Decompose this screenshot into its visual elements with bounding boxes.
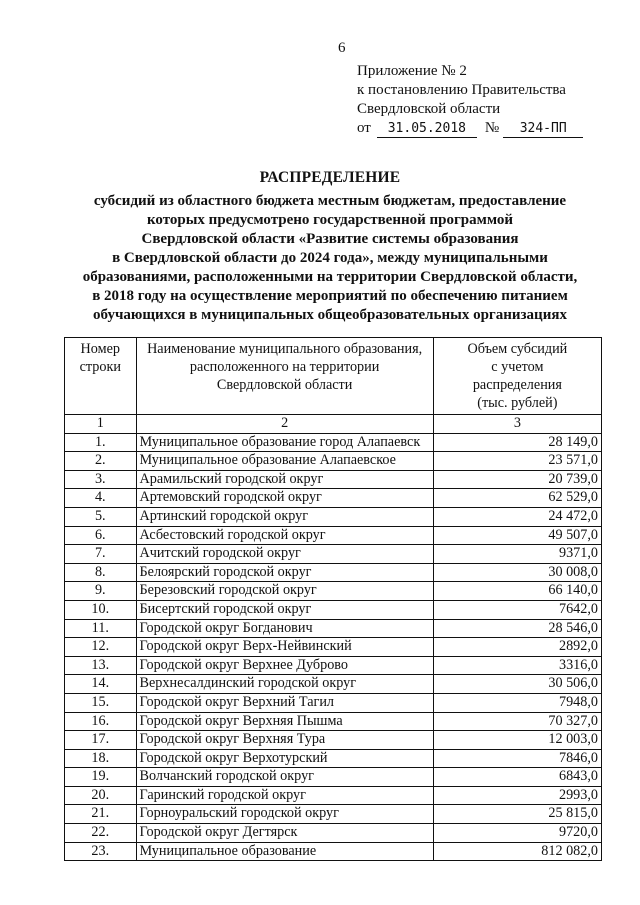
subsidy-amount-cell: 812 082,0 <box>433 842 601 861</box>
municipality-cell: Городской округ Верхний Тагил <box>136 693 433 712</box>
row-number-cell: 11. <box>65 619 137 638</box>
municipality-cell: Городской округ Верхнее Дуброво <box>136 656 433 675</box>
header-municipality <box>136 338 433 415</box>
appendix-title: Приложение № 2 <box>357 63 467 79</box>
appendix-block <box>357 62 583 138</box>
subsidy-amount-cell: 7846,0 <box>433 749 601 768</box>
row-number-cell: 23. <box>65 842 137 861</box>
row-number-cell: 2. <box>65 452 137 471</box>
municipality-cell: Белоярский городской округ <box>136 563 433 582</box>
row-number-cell: 22. <box>65 824 137 843</box>
subsidy-amount-cell: 6843,0 <box>433 768 601 787</box>
subsidy-amount-cell: 25 815,0 <box>433 805 601 824</box>
document-title: РАСПРЕДЕЛЕНИЕ <box>259 169 401 186</box>
column-index-row <box>65 415 602 434</box>
subsidy-amount-cell: 12 003,0 <box>433 731 601 750</box>
resolution-date: 31.05.2018 <box>377 121 477 138</box>
row-number-cell: 16. <box>65 712 137 731</box>
municipality-cell: Гаринский городской округ <box>136 786 433 805</box>
column-index: 1 <box>65 415 137 434</box>
header-text: распределения <box>472 377 562 393</box>
header-text: Наименование муниципального образования, <box>147 341 423 357</box>
table-row <box>65 749 602 768</box>
subsidy-amount-cell: 3316,0 <box>433 656 601 675</box>
municipality-cell: Городской округ Богданович <box>136 619 433 638</box>
header-text: с учетом <box>491 359 544 375</box>
table-row <box>65 656 602 675</box>
municipality-cell: Городской округ Верх-Нейвинский <box>136 638 433 657</box>
municipality-cell: Асбестовский городской округ <box>136 526 433 545</box>
subsidy-amount-cell: 28 546,0 <box>433 619 601 638</box>
table-row <box>65 507 602 526</box>
municipality-cell: Березовский городской округ <box>136 582 433 601</box>
subsidy-amount-cell: 20 739,0 <box>433 470 601 489</box>
subsidy-amount-cell: 9371,0 <box>433 545 601 564</box>
municipality-cell: Городской округ Верхняя Тура <box>136 731 433 750</box>
subsidy-amount-cell: 28 149,0 <box>433 433 601 452</box>
header-row-number <box>65 338 137 415</box>
header-text: Свердловской области <box>216 377 353 393</box>
row-number-cell: 17. <box>65 731 137 750</box>
table-row <box>65 693 602 712</box>
table-row <box>65 526 602 545</box>
municipality-cell: Муниципальное образование город Алапаевск <box>136 433 433 452</box>
subsidy-amount-cell: 2892,0 <box>433 638 601 657</box>
municipality-cell: Ачитский городской округ <box>136 545 433 564</box>
row-number-cell: 8. <box>65 563 137 582</box>
municipality-cell: Городской округ Верхняя Пышма <box>136 712 433 731</box>
table-row <box>65 600 602 619</box>
table-row <box>65 582 602 601</box>
heading-line: которых предусмотрено государственной программой <box>146 212 514 228</box>
row-number-cell: 12. <box>65 638 137 657</box>
subsidy-amount-cell: 66 140,0 <box>433 582 601 601</box>
table-row <box>65 712 602 731</box>
subsidy-amount-cell: 30 506,0 <box>433 675 601 694</box>
row-number-cell: 20. <box>65 786 137 805</box>
municipality-cell: Городской округ Верхотурский <box>136 749 433 768</box>
municipality-cell: Арамильский городской округ <box>136 470 433 489</box>
table-row <box>65 452 602 471</box>
subsidy-table <box>64 337 602 861</box>
column-index: 2 <box>136 415 433 434</box>
heading-line: в Свердловской области до 2024 года», между муниципальными <box>112 250 548 266</box>
table-row <box>65 824 602 843</box>
subsidy-amount-cell: 7948,0 <box>433 693 601 712</box>
table-row <box>65 731 602 750</box>
heading-line: в 2018 году на осуществление мероприятий по обеспечению питанием <box>92 288 568 304</box>
table-row <box>65 563 602 582</box>
appendix-region: Свердловской области <box>357 101 501 117</box>
table-row <box>65 842 602 861</box>
table-row <box>65 786 602 805</box>
resolution-date-number <box>357 119 583 138</box>
page-number: 6 <box>338 40 346 56</box>
table-row <box>65 768 602 787</box>
header-text: Номер <box>80 341 120 357</box>
row-number-cell: 13. <box>65 656 137 675</box>
municipality-cell: Бисертский городской округ <box>136 600 433 619</box>
subsidy-amount-cell: 9720,0 <box>433 824 601 843</box>
header-text: расположенного на территории <box>189 359 380 375</box>
appendix-resolution-ref: к постановлению Правительства <box>357 82 566 98</box>
resolution-number: 324-ПП <box>503 121 583 138</box>
table-row <box>65 805 602 824</box>
municipality-cell: Горноуральский городской округ <box>136 805 433 824</box>
heading-line: Свердловской области «Развитие системы образования <box>141 231 519 247</box>
row-number-cell: 18. <box>65 749 137 768</box>
row-number-cell: 19. <box>65 768 137 787</box>
header-text: строки <box>79 359 121 375</box>
municipality-cell: Артинский городской округ <box>136 507 433 526</box>
municipality-cell: Волчанский городской округ <box>136 768 433 787</box>
subsidy-amount-cell: 62 529,0 <box>433 489 601 508</box>
row-number-cell: 14. <box>65 675 137 694</box>
from-label: от <box>357 120 371 136</box>
row-number-cell: 3. <box>65 470 137 489</box>
subsidy-amount-cell: 2993,0 <box>433 786 601 805</box>
row-number-cell: 21. <box>65 805 137 824</box>
subsidy-amount-cell: 7642,0 <box>433 600 601 619</box>
subsidy-amount-cell: 23 571,0 <box>433 452 601 471</box>
table-row <box>65 470 602 489</box>
table-header-row <box>65 338 602 415</box>
table-row <box>65 638 602 657</box>
header-text: (тыс. рублей) <box>477 395 558 411</box>
number-label: № <box>484 120 500 136</box>
heading-line: обучающихся в муниципальных общеобразовательных организациях <box>93 307 567 323</box>
header-text: Объем субсидий <box>467 341 568 357</box>
row-number-cell: 4. <box>65 489 137 508</box>
table-row <box>65 545 602 564</box>
table-row <box>65 675 602 694</box>
subsidy-amount-cell: 49 507,0 <box>433 526 601 545</box>
column-index: 3 <box>433 415 601 434</box>
row-number-cell: 15. <box>65 693 137 712</box>
row-number-cell: 10. <box>65 600 137 619</box>
subsidy-amount-cell: 24 472,0 <box>433 507 601 526</box>
table-row <box>65 433 602 452</box>
document-heading <box>60 168 600 325</box>
heading-line: субсидий из областного бюджета местным бюджетам, предоставление <box>93 193 567 209</box>
municipality-cell: Муниципальное образование <box>136 842 433 861</box>
row-number-cell: 7. <box>65 545 137 564</box>
row-number-cell: 5. <box>65 507 137 526</box>
row-number-cell: 6. <box>65 526 137 545</box>
table-row <box>65 489 602 508</box>
subsidy-amount-cell: 70 327,0 <box>433 712 601 731</box>
row-number-cell: 1. <box>65 433 137 452</box>
municipality-cell: Артемовский городской округ <box>136 489 433 508</box>
header-subsidy-amount <box>433 338 601 415</box>
row-number-cell: 9. <box>65 582 137 601</box>
heading-line: образованиями, расположенными на территории Свердловской области, <box>82 269 578 285</box>
subsidy-amount-cell: 30 008,0 <box>433 563 601 582</box>
table-row <box>65 619 602 638</box>
municipality-cell: Верхнесалдинский городской округ <box>136 675 433 694</box>
municipality-cell: Муниципальное образование Алапаевское <box>136 452 433 471</box>
municipality-cell: Городской округ Дегтярск <box>136 824 433 843</box>
